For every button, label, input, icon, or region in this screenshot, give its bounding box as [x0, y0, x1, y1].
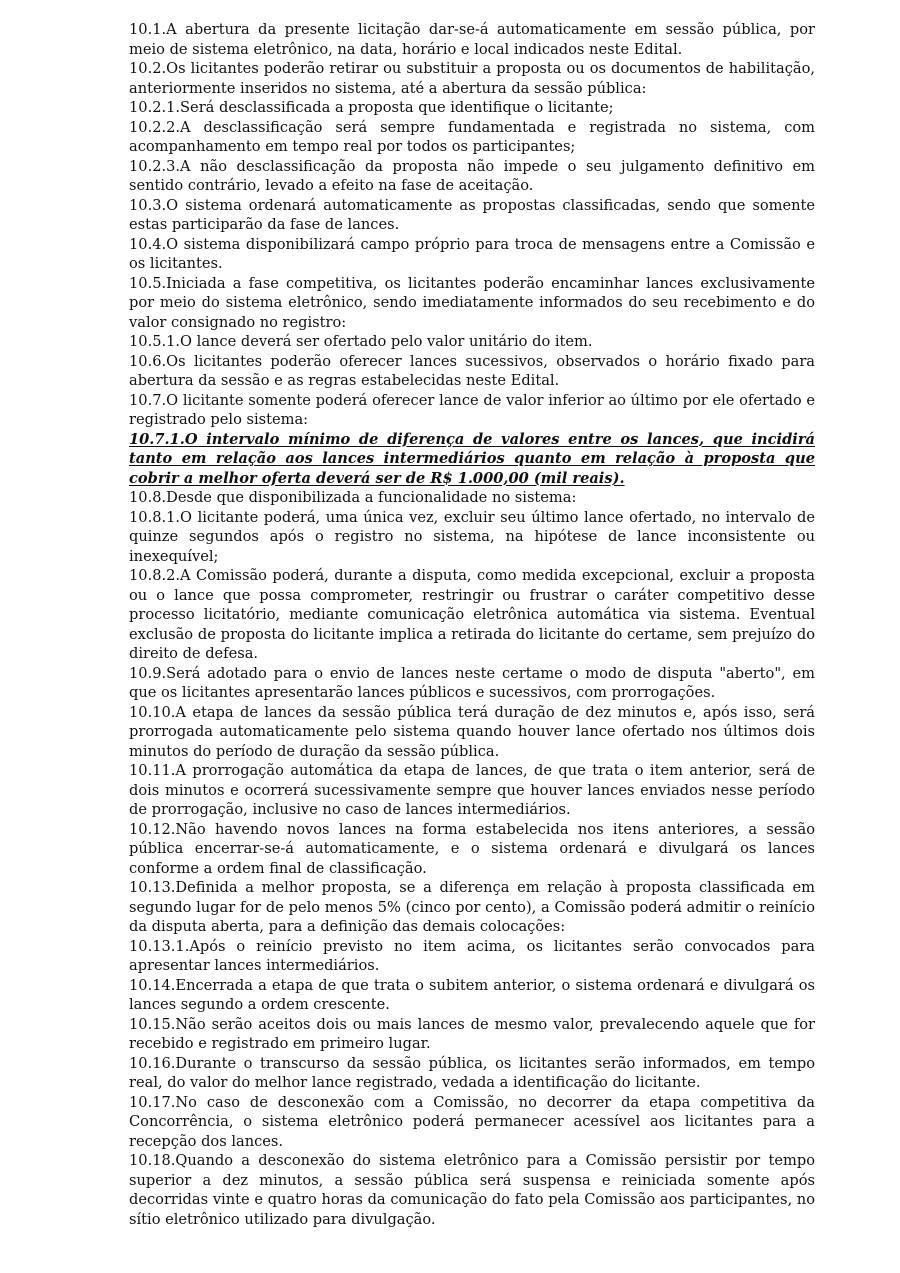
- clause-10-5: 10.5.Iniciada a fase competitiva, os licitantes poderão encaminhar lances exclusivamente por meio do sistema eletrônico, sendo imediatamente informados do seu recebimento e do valor consignado no registro:: [129, 274, 815, 331]
- clause-10-2-1: 10.2.1.Será desclassificada a proposta que identifique o licitante;: [129, 99, 614, 116]
- clause-10-13: 10.13.Definida a melhor proposta, se a diferença em relação à proposta classificada em segundo lugar for de pelo menos 5% (cinco por cento), a Comissão poderá admitir o reinício da disputa aberta, para a definição das demais colocações:: [129, 879, 815, 935]
- clause-10-13-1: 10.13.1.Após o reinício previsto no item acima, os licitantes serão convocados para apresentar lances intermediários.: [129, 937, 815, 974]
- clause-10-18: 10.18.Quando a desconexão do sistema eletrônico para a Comissão persistir por tempo superior a dez minutos, a sessão pública será suspensa e reiniciada somente após decorridas vinte e quatro horas da comunicação do fato pela Comissão aos participantes, no sítio eletrônico utilizado para divulgação.: [129, 1152, 815, 1228]
- clause-10-8-1: 10.8.1.O licitante poderá, uma única vez, excluir seu último lance ofertado, no intervalo de quinze segundos após o registro no sistema, na hipótese de lance inconsistente ou inexequível;: [129, 508, 815, 565]
- clause-10-12: 10.12.Não havendo novos lances na forma estabelecida nos itens anteriores, a sessão pública encerrar-se-á automaticamente, e o sistema ordenará e divulgará os lances conforme a ordem final de classificação.: [129, 820, 815, 877]
- clause-10-1: 10.1.A abertura da presente licitação dar-se-á automaticamente em sessão pública, por meio de sistema eletrônico, na data, horário e local indicados neste Edital.: [129, 21, 815, 58]
- clause-10-4: 10.4.O sistema disponibilizará campo próprio para troca de mensagens entre a Comissão e os licitantes.: [129, 235, 815, 272]
- clause-10-10: 10.10.A etapa de lances da sessão pública terá duração de dez minutos e, após isso, será prorrogada automaticamente pelo sistema quando houver lance ofertado nos últimos dois minutos do período de duração da sessão pública.: [129, 703, 815, 760]
- clause-10-14: 10.14.Encerrada a etapa de que trata o subitem anterior, o sistema ordenará e divulgará os lances segundo a ordem crescente.: [129, 976, 815, 1013]
- clause-10-17: 10.17.No caso de desconexão com a Comissão, no decorrer da etapa competitiva da Concorrência, o sistema eletrônico poderá permanecer acessível aos licitantes para a recepção dos lances.: [129, 1093, 815, 1150]
- clause-10-9: 10.9.Será adotado para o envio de lances neste certame o modo de disputa "aberto", em que os licitantes apresentarão lances públicos e sucessivos, com prorrogações.: [129, 664, 815, 701]
- clause-10-5-1: 10.5.1.O lance deverá ser ofertado pelo valor unitário do item.: [129, 333, 593, 350]
- clause-10-11: 10.11.A prorrogação automática da etapa de lances, de que trata o item anterior, será de dois minutos e ocorrerá sucessivamente sempre que houver lances enviados nesse período de prorrogação, inclusive no caso de lances intermediários.: [129, 762, 815, 818]
- document-page: [129, 20, 815, 1229]
- clause-10-7: 10.7.O licitante somente poderá oferecer lance de valor inferior ao último por ele ofertado e registrado pelo sistema:: [129, 391, 815, 428]
- clause-10-2-2: 10.2.2.A desclassificação será sempre fundamentada e registrada no sistema, com acompanhamento em tempo real por todos os participantes;: [129, 118, 815, 155]
- clause-10-8: 10.8.Desde que disponibilizada a funcionalidade no sistema:: [129, 489, 577, 506]
- clause-10-3: 10.3.O sistema ordenará automaticamente as propostas classificadas, sendo que somente estas participarão da fase de lances.: [129, 196, 815, 233]
- clause-10-6: 10.6.Os licitantes poderão oferecer lances sucessivos, observados o horário fixado para abertura da sessão e as regras estabelecidas neste Edital.: [129, 352, 815, 389]
- clause-10-8-2: 10.8.2.A Comissão poderá, durante a disputa, como medida excepcional, excluir a proposta ou o lance que possa comprometer, restringir ou frustrar o caráter competitivo desse processo licitatório, mediante comunicação eletrônica automática via sistema. Eventual exclusão de proposta do licitante implica a retirada do licitante do certame, sem prejuízo do direito de defesa.: [129, 567, 815, 662]
- clause-10-2-3: 10.2.3.A não desclassificação da proposta não impede o seu julgamento definitivo em sentido contrário, levado a efeito na fase de aceitação.: [129, 157, 815, 194]
- clause-10-7-1-highlighted: 10.7.1.O intervalo mínimo de diferença de valores entre os lances, que incidirá tanto em relação aos lances intermediários quanto em relação à proposta que cobrir a melhor oferta deverá ser de R$ 1.000,00 (mil reais).: [129, 430, 815, 487]
- clause-10-2: 10.2.Os licitantes poderão retirar ou substituir a proposta ou os documentos de habilitação, anteriormente inseridos no sistema, até a abertura da sessão pública:: [129, 60, 815, 97]
- clause-10-15: 10.15.Não serão aceitos dois ou mais lances de mesmo valor, prevalecendo aquele que for recebido e registrado em primeiro lugar.: [129, 1015, 815, 1052]
- clause-10-16: 10.16.Durante o transcurso da sessão pública, os licitantes serão informados, em tempo real, do valor do melhor lance registrado, vedada a identificação do licitante.: [129, 1054, 815, 1091]
